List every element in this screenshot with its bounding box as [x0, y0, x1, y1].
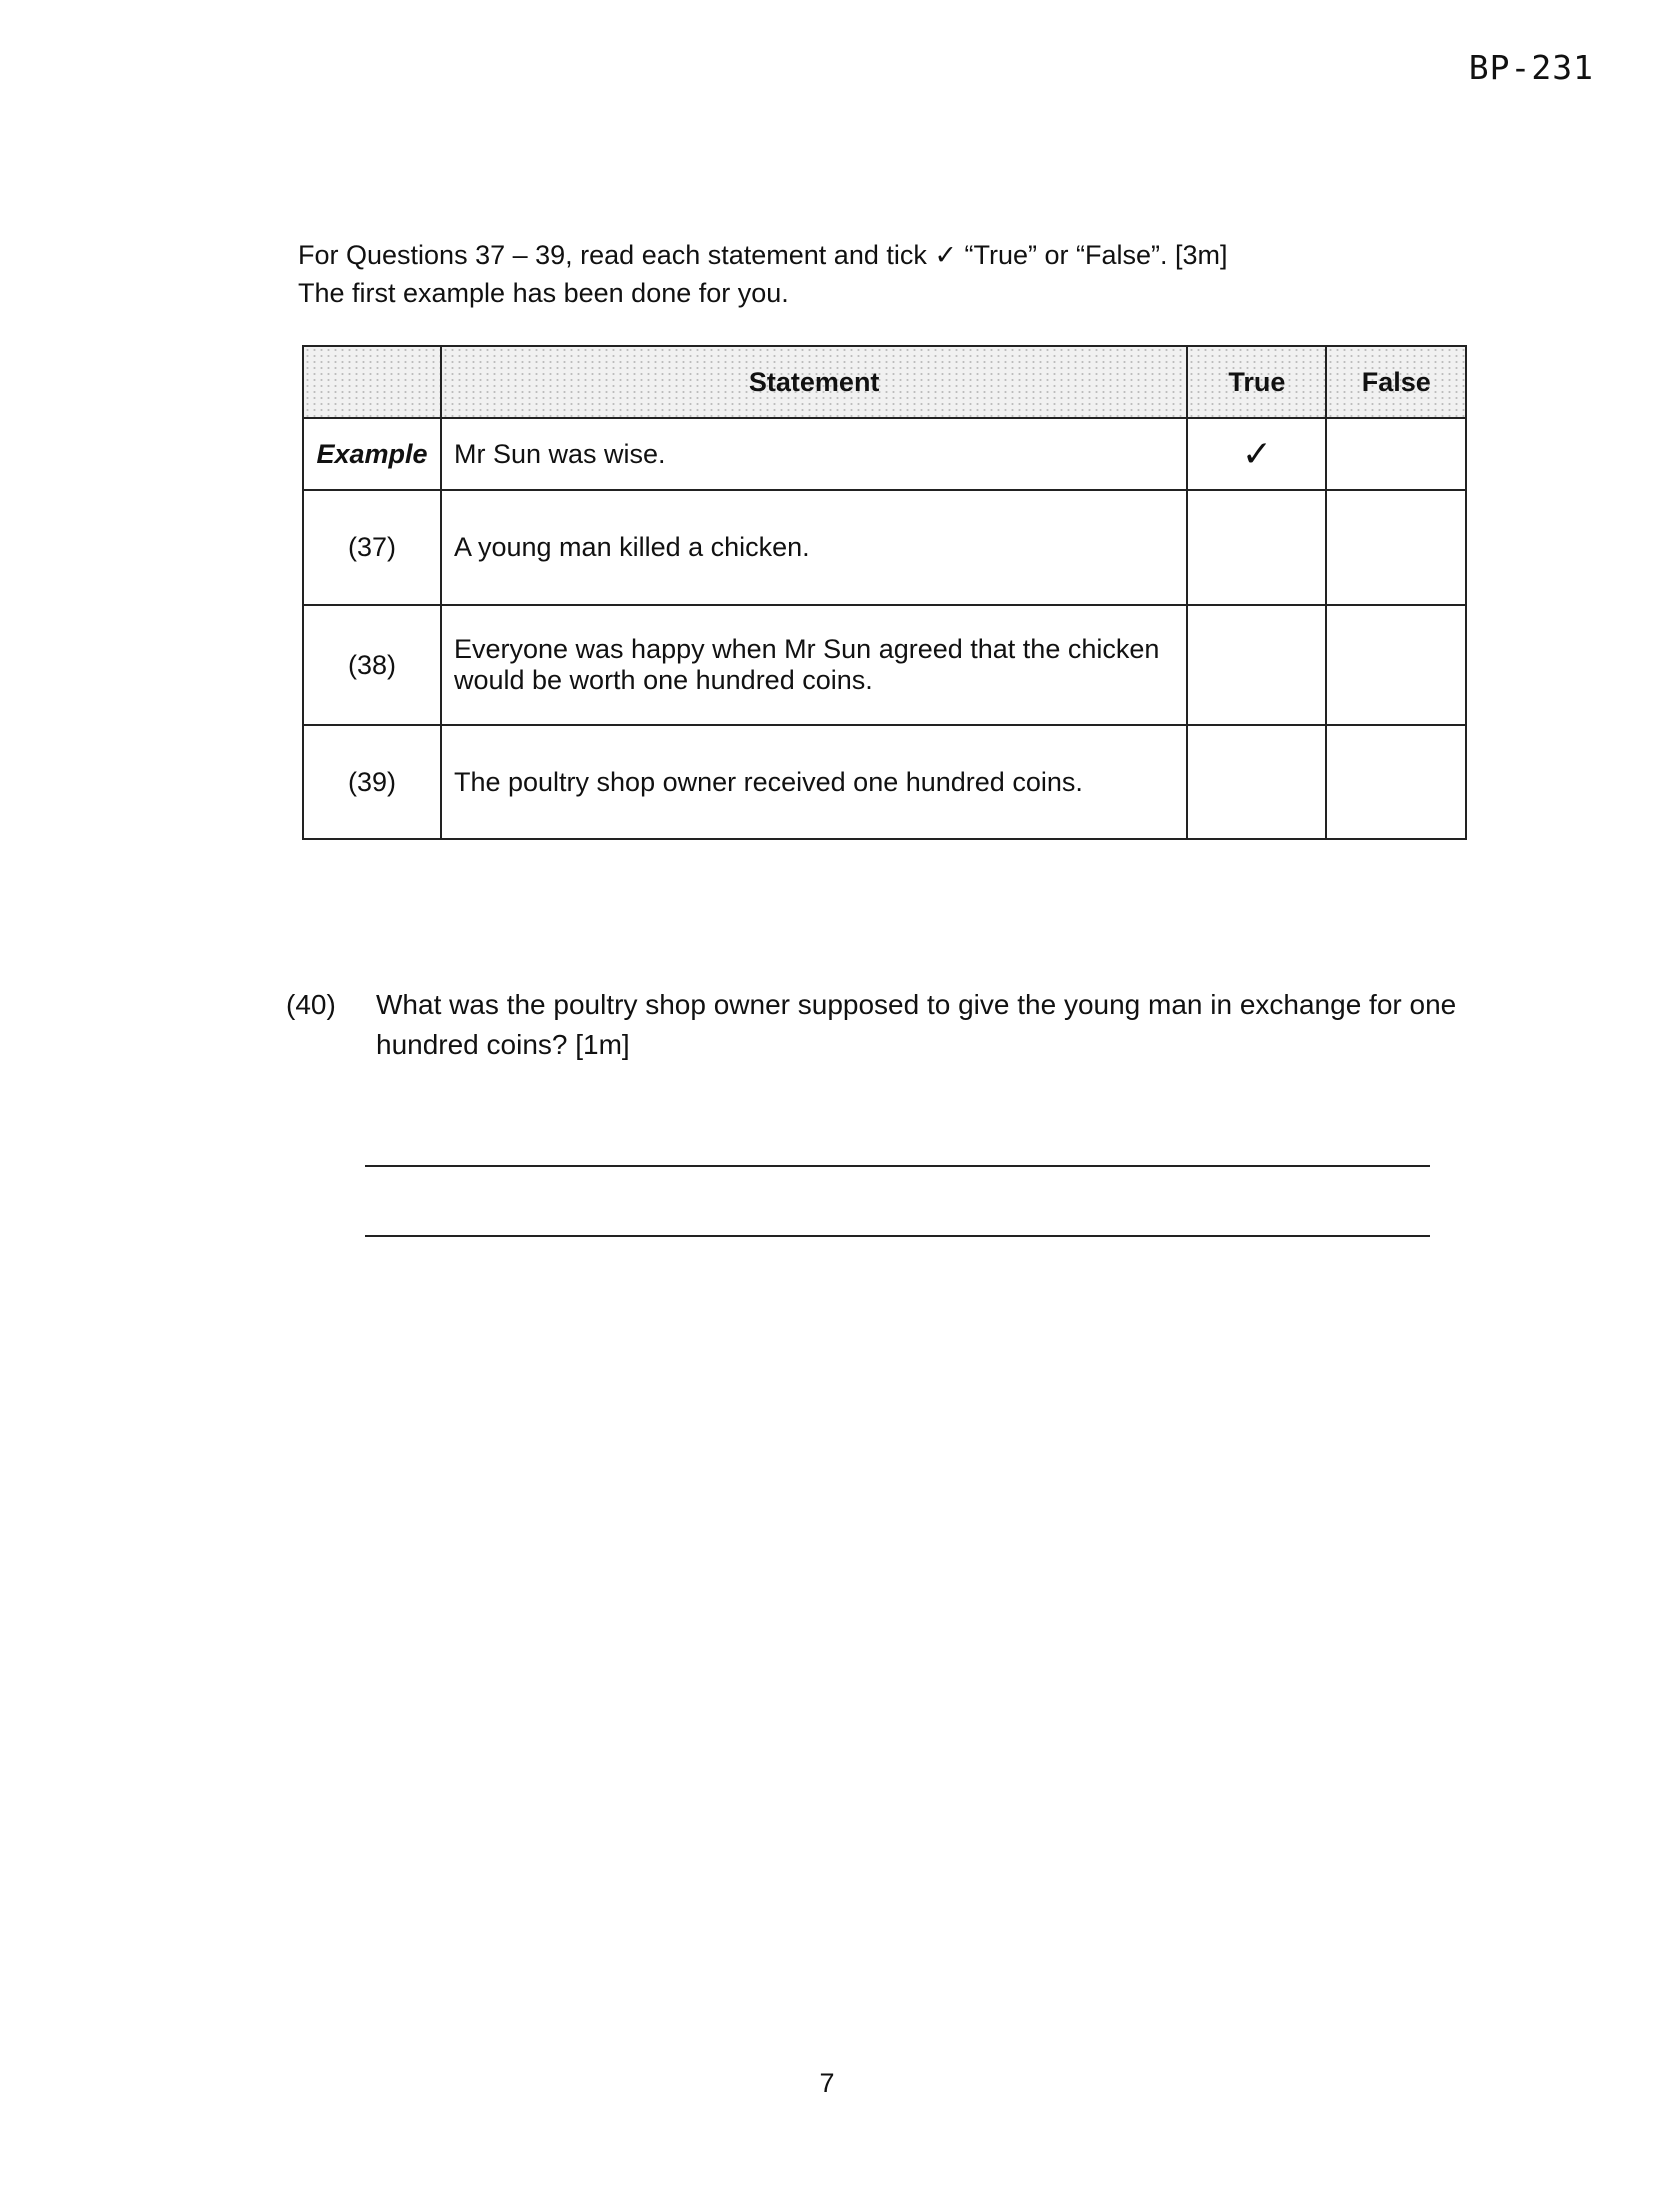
row-statement: Everyone was happy when Mr Sun agreed that the chicken would be worth one hundred coins.	[441, 605, 1187, 725]
header-false: False	[1326, 346, 1466, 418]
header-true: True	[1187, 346, 1326, 418]
cell-false[interactable]	[1326, 605, 1466, 725]
document-code: BP-231	[1468, 48, 1594, 87]
question-40	[286, 985, 1476, 1065]
answer-line-2[interactable]	[365, 1235, 1430, 1237]
row-statement: The poultry shop owner received one hundred coins.	[441, 725, 1187, 839]
tick-mark-true[interactable]: ✓	[1187, 418, 1326, 490]
true-false-table	[302, 345, 1467, 840]
row-number: Example	[303, 418, 441, 490]
row-number: (38)	[303, 605, 441, 725]
row-statement: A young man killed a chicken.	[441, 490, 1187, 605]
cell-false[interactable]	[1326, 725, 1466, 839]
instructions-line-2: The first example has been done for you.	[298, 278, 789, 308]
header-number	[303, 346, 441, 418]
cell-false[interactable]	[1326, 418, 1466, 490]
row-statement: Mr Sun was wise.	[441, 418, 1187, 490]
cell-false[interactable]	[1326, 490, 1466, 605]
row-number: (39)	[303, 725, 441, 839]
table-row-37	[303, 490, 1466, 605]
header-statement: Statement	[441, 346, 1187, 418]
page-number: 7	[819, 2068, 835, 2098]
table-row-38	[303, 605, 1466, 725]
table-row-39	[303, 725, 1466, 839]
question-number: (40)	[286, 989, 336, 1020]
instructions	[298, 236, 1398, 312]
cell-true[interactable]	[1187, 725, 1326, 839]
row-number: (37)	[303, 490, 441, 605]
table-row-example	[303, 418, 1466, 490]
instructions-line-1: For Questions 37 – 39, read each statement and tick ✓ “True” or “False”. [3m]	[298, 240, 1228, 270]
table-header-row	[303, 346, 1466, 418]
cell-true[interactable]	[1187, 490, 1326, 605]
cell-true[interactable]	[1187, 605, 1326, 725]
answer-line-1[interactable]	[365, 1165, 1430, 1167]
question-text: What was the poultry shop owner supposed to give the young man in exchange for one hundred coins? [1m]	[376, 989, 1457, 1060]
